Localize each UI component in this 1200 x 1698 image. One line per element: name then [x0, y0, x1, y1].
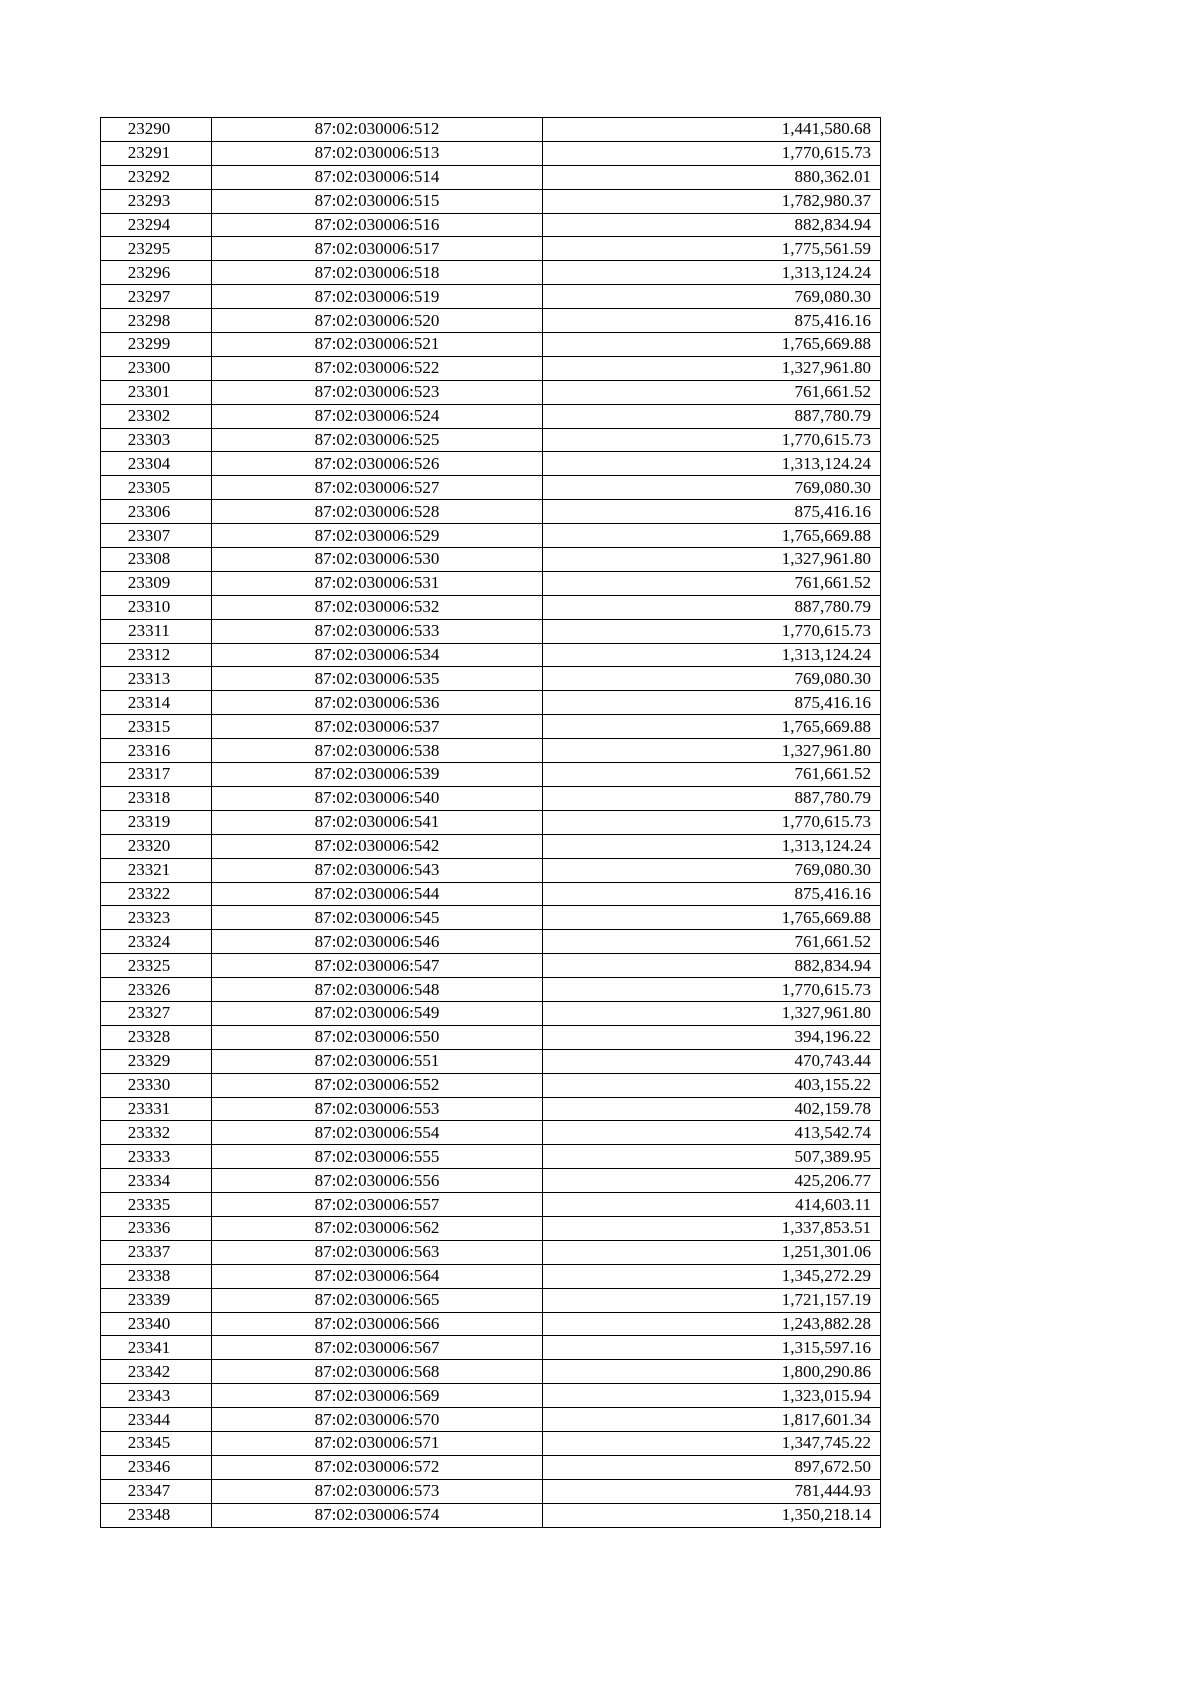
- table-body: [101, 118, 881, 1528]
- table-row: [101, 452, 881, 476]
- row-number-cell: 23293: [101, 189, 212, 213]
- value-cell: 1,313,124.24: [543, 261, 881, 285]
- cadastral-number-cell: 87:02:030006:537: [212, 715, 543, 739]
- cadastral-number-cell: 87:02:030006:542: [212, 834, 543, 858]
- table-row: [101, 571, 881, 595]
- row-number-cell: 23297: [101, 285, 212, 309]
- row-number-cell: 23296: [101, 261, 212, 285]
- table-row: [101, 213, 881, 237]
- cadastral-number-cell: 87:02:030006:524: [212, 404, 543, 428]
- row-number-cell: 23345: [101, 1431, 212, 1455]
- table-row: [101, 1193, 881, 1217]
- row-number-cell: 23340: [101, 1312, 212, 1336]
- row-number-cell: 23334: [101, 1169, 212, 1193]
- table-row: [101, 309, 881, 333]
- value-cell: 1,765,669.88: [543, 715, 881, 739]
- cadastral-number-cell: 87:02:030006:574: [212, 1503, 543, 1527]
- value-cell: 1,782,980.37: [543, 189, 881, 213]
- table-row: [101, 1121, 881, 1145]
- row-number-cell: 23305: [101, 476, 212, 500]
- table-row: [101, 1479, 881, 1503]
- row-number-cell: 23310: [101, 595, 212, 619]
- table-row: [101, 237, 881, 261]
- cadastral-number-cell: 87:02:030006:568: [212, 1360, 543, 1384]
- table-row: [101, 619, 881, 643]
- value-cell: 769,080.30: [543, 285, 881, 309]
- value-cell: 761,661.52: [543, 571, 881, 595]
- row-number-cell: 23323: [101, 906, 212, 930]
- cadastral-number-cell: 87:02:030006:569: [212, 1384, 543, 1408]
- value-cell: 1,765,669.88: [543, 333, 881, 357]
- value-cell: 402,159.78: [543, 1097, 881, 1121]
- cadastral-number-cell: 87:02:030006:531: [212, 571, 543, 595]
- cadastral-number-cell: 87:02:030006:544: [212, 882, 543, 906]
- value-cell: 394,196.22: [543, 1025, 881, 1049]
- row-number-cell: 23312: [101, 643, 212, 667]
- value-cell: 1,770,615.73: [543, 428, 881, 452]
- table-row: [101, 1288, 881, 1312]
- cadastral-number-cell: 87:02:030006:546: [212, 930, 543, 954]
- cadastral-number-cell: 87:02:030006:573: [212, 1479, 543, 1503]
- cadastral-number-cell: 87:02:030006:532: [212, 595, 543, 619]
- value-cell: 882,834.94: [543, 954, 881, 978]
- row-number-cell: 23338: [101, 1264, 212, 1288]
- table-row: [101, 715, 881, 739]
- row-number-cell: 23303: [101, 428, 212, 452]
- value-cell: 1,327,961.80: [543, 548, 881, 572]
- table-row: [101, 978, 881, 1002]
- value-cell: 1,323,015.94: [543, 1384, 881, 1408]
- value-cell: 1,345,272.29: [543, 1264, 881, 1288]
- value-cell: 769,080.30: [543, 858, 881, 882]
- value-cell: 875,416.16: [543, 882, 881, 906]
- value-cell: 769,080.30: [543, 667, 881, 691]
- cadastral-number-cell: 87:02:030006:518: [212, 261, 543, 285]
- table-row: [101, 1503, 881, 1527]
- row-number-cell: 23330: [101, 1073, 212, 1097]
- cadastral-number-cell: 87:02:030006:523: [212, 380, 543, 404]
- cadastral-number-cell: 87:02:030006:535: [212, 667, 543, 691]
- row-number-cell: 23317: [101, 763, 212, 787]
- row-number-cell: 23298: [101, 309, 212, 333]
- cadastral-number-cell: 87:02:030006:520: [212, 309, 543, 333]
- row-number-cell: 23308: [101, 548, 212, 572]
- cadastral-number-cell: 87:02:030006:517: [212, 237, 543, 261]
- table-row: [101, 356, 881, 380]
- row-number-cell: 23304: [101, 452, 212, 476]
- row-number-cell: 23299: [101, 333, 212, 357]
- table-row: [101, 500, 881, 524]
- row-number-cell: 23335: [101, 1193, 212, 1217]
- table-row: [101, 595, 881, 619]
- table-row: [101, 810, 881, 834]
- cadastral-number-cell: 87:02:030006:556: [212, 1169, 543, 1193]
- value-cell: 1,243,882.28: [543, 1312, 881, 1336]
- value-cell: 781,444.93: [543, 1479, 881, 1503]
- row-number-cell: 23311: [101, 619, 212, 643]
- cadastral-number-cell: 87:02:030006:525: [212, 428, 543, 452]
- value-cell: 880,362.01: [543, 165, 881, 189]
- cadastral-number-cell: 87:02:030006:566: [212, 1312, 543, 1336]
- row-number-cell: 23346: [101, 1455, 212, 1479]
- row-number-cell: 23300: [101, 356, 212, 380]
- table-row: [101, 906, 881, 930]
- cadastral-number-cell: 87:02:030006:549: [212, 1001, 543, 1025]
- cadastral-number-cell: 87:02:030006:571: [212, 1431, 543, 1455]
- table-row: [101, 930, 881, 954]
- table-row: [101, 1384, 881, 1408]
- cadastral-number-cell: 87:02:030006:534: [212, 643, 543, 667]
- row-number-cell: 23344: [101, 1408, 212, 1432]
- table-row: [101, 858, 881, 882]
- row-number-cell: 23315: [101, 715, 212, 739]
- row-number-cell: 23321: [101, 858, 212, 882]
- cadastral-number-cell: 87:02:030006:550: [212, 1025, 543, 1049]
- table-row: [101, 763, 881, 787]
- table-row: [101, 261, 881, 285]
- row-number-cell: 23318: [101, 786, 212, 810]
- value-cell: 887,780.79: [543, 404, 881, 428]
- row-number-cell: 23339: [101, 1288, 212, 1312]
- value-cell: 1,765,669.88: [543, 906, 881, 930]
- value-cell: 1,327,961.80: [543, 356, 881, 380]
- table-row: [101, 1240, 881, 1264]
- value-cell: 1,775,561.59: [543, 237, 881, 261]
- cadastral-number-cell: 87:02:030006:536: [212, 691, 543, 715]
- value-cell: 425,206.77: [543, 1169, 881, 1193]
- cadastral-number-cell: 87:02:030006:519: [212, 285, 543, 309]
- table-row: [101, 691, 881, 715]
- row-number-cell: 23336: [101, 1216, 212, 1240]
- row-number-cell: 23290: [101, 118, 212, 142]
- data-table: [100, 117, 881, 1528]
- cadastral-number-cell: 87:02:030006:539: [212, 763, 543, 787]
- row-number-cell: 23328: [101, 1025, 212, 1049]
- value-cell: 1,313,124.24: [543, 834, 881, 858]
- row-number-cell: 23324: [101, 930, 212, 954]
- table-row: [101, 1408, 881, 1432]
- row-number-cell: 23337: [101, 1240, 212, 1264]
- value-cell: 1,770,615.73: [543, 978, 881, 1002]
- row-number-cell: 23341: [101, 1336, 212, 1360]
- cadastral-number-cell: 87:02:030006:545: [212, 906, 543, 930]
- cadastral-number-cell: 87:02:030006:553: [212, 1097, 543, 1121]
- row-number-cell: 23306: [101, 500, 212, 524]
- cadastral-number-cell: 87:02:030006:567: [212, 1336, 543, 1360]
- table-row: [101, 333, 881, 357]
- row-number-cell: 23325: [101, 954, 212, 978]
- value-cell: 761,661.52: [543, 380, 881, 404]
- cadastral-number-cell: 87:02:030006:570: [212, 1408, 543, 1432]
- table-row: [101, 1431, 881, 1455]
- table-row: [101, 1145, 881, 1169]
- cadastral-number-cell: 87:02:030006:530: [212, 548, 543, 572]
- cadastral-number-cell: 87:02:030006:552: [212, 1073, 543, 1097]
- row-number-cell: 23301: [101, 380, 212, 404]
- row-number-cell: 23326: [101, 978, 212, 1002]
- cadastral-number-cell: 87:02:030006:513: [212, 141, 543, 165]
- value-cell: 1,800,290.86: [543, 1360, 881, 1384]
- value-cell: 413,542.74: [543, 1121, 881, 1145]
- cadastral-number-cell: 87:02:030006:527: [212, 476, 543, 500]
- row-number-cell: 23294: [101, 213, 212, 237]
- table-row: [101, 1001, 881, 1025]
- row-number-cell: 23309: [101, 571, 212, 595]
- row-number-cell: 23348: [101, 1503, 212, 1527]
- value-cell: 470,743.44: [543, 1049, 881, 1073]
- table-row: [101, 882, 881, 906]
- cadastral-number-cell: 87:02:030006:515: [212, 189, 543, 213]
- cadastral-number-cell: 87:02:030006:551: [212, 1049, 543, 1073]
- table-row: [101, 739, 881, 763]
- cadastral-number-cell: 87:02:030006:547: [212, 954, 543, 978]
- value-cell: 1,337,853.51: [543, 1216, 881, 1240]
- table-row: [101, 428, 881, 452]
- cadastral-number-cell: 87:02:030006:516: [212, 213, 543, 237]
- value-cell: 403,155.22: [543, 1073, 881, 1097]
- cadastral-number-cell: 87:02:030006:538: [212, 739, 543, 763]
- cadastral-number-cell: 87:02:030006:514: [212, 165, 543, 189]
- value-cell: 882,834.94: [543, 213, 881, 237]
- table-row: [101, 476, 881, 500]
- table-row: [101, 1455, 881, 1479]
- row-number-cell: 23320: [101, 834, 212, 858]
- value-cell: 875,416.16: [543, 500, 881, 524]
- table-row: [101, 141, 881, 165]
- value-cell: 897,672.50: [543, 1455, 881, 1479]
- cadastral-number-cell: 87:02:030006:541: [212, 810, 543, 834]
- row-number-cell: 23302: [101, 404, 212, 428]
- value-cell: 875,416.16: [543, 691, 881, 715]
- value-cell: 1,313,124.24: [543, 452, 881, 476]
- value-cell: 507,389.95: [543, 1145, 881, 1169]
- table-row: [101, 1264, 881, 1288]
- table-row: [101, 404, 881, 428]
- value-cell: 1,251,301.06: [543, 1240, 881, 1264]
- value-cell: 887,780.79: [543, 786, 881, 810]
- table-row: [101, 954, 881, 978]
- table-row: [101, 1360, 881, 1384]
- cadastral-number-cell: 87:02:030006:557: [212, 1193, 543, 1217]
- value-cell: 769,080.30: [543, 476, 881, 500]
- cadastral-number-cell: 87:02:030006:562: [212, 1216, 543, 1240]
- value-cell: 1,313,124.24: [543, 643, 881, 667]
- cadastral-number-cell: 87:02:030006:543: [212, 858, 543, 882]
- row-number-cell: 23333: [101, 1145, 212, 1169]
- row-number-cell: 23314: [101, 691, 212, 715]
- value-cell: 887,780.79: [543, 595, 881, 619]
- row-number-cell: 23322: [101, 882, 212, 906]
- row-number-cell: 23342: [101, 1360, 212, 1384]
- cadastral-number-cell: 87:02:030006:565: [212, 1288, 543, 1312]
- table-row: [101, 1025, 881, 1049]
- row-number-cell: 23343: [101, 1384, 212, 1408]
- row-number-cell: 23313: [101, 667, 212, 691]
- cadastral-number-cell: 87:02:030006:528: [212, 500, 543, 524]
- cadastral-number-cell: 87:02:030006:564: [212, 1264, 543, 1288]
- cadastral-number-cell: 87:02:030006:512: [212, 118, 543, 142]
- row-number-cell: 23327: [101, 1001, 212, 1025]
- cadastral-number-cell: 87:02:030006:540: [212, 786, 543, 810]
- cadastral-number-cell: 87:02:030006:526: [212, 452, 543, 476]
- cadastral-number-cell: 87:02:030006:529: [212, 524, 543, 548]
- cadastral-number-cell: 87:02:030006:548: [212, 978, 543, 1002]
- cadastral-number-cell: 87:02:030006:554: [212, 1121, 543, 1145]
- cadastral-number-cell: 87:02:030006:521: [212, 333, 543, 357]
- value-cell: 761,661.52: [543, 930, 881, 954]
- value-cell: 414,603.11: [543, 1193, 881, 1217]
- value-cell: 1,770,615.73: [543, 810, 881, 834]
- table-row: [101, 165, 881, 189]
- table-row: [101, 1336, 881, 1360]
- table-row: [101, 548, 881, 572]
- cadastral-number-cell: 87:02:030006:572: [212, 1455, 543, 1479]
- value-cell: 1,327,961.80: [543, 739, 881, 763]
- value-cell: 761,661.52: [543, 763, 881, 787]
- table-row: [101, 667, 881, 691]
- cadastral-number-cell: 87:02:030006:563: [212, 1240, 543, 1264]
- row-number-cell: 23295: [101, 237, 212, 261]
- value-cell: 1,817,601.34: [543, 1408, 881, 1432]
- table-row: [101, 1049, 881, 1073]
- table-row: [101, 1073, 881, 1097]
- value-cell: 1,350,218.14: [543, 1503, 881, 1527]
- value-cell: 1,770,615.73: [543, 619, 881, 643]
- row-number-cell: 23329: [101, 1049, 212, 1073]
- value-cell: 1,441,580.68: [543, 118, 881, 142]
- row-number-cell: 23331: [101, 1097, 212, 1121]
- row-number-cell: 23347: [101, 1479, 212, 1503]
- table-row: [101, 1097, 881, 1121]
- value-cell: 1,721,157.19: [543, 1288, 881, 1312]
- row-number-cell: 23332: [101, 1121, 212, 1145]
- row-number-cell: 23291: [101, 141, 212, 165]
- table-row: [101, 834, 881, 858]
- table-row: [101, 1216, 881, 1240]
- row-number-cell: 23292: [101, 165, 212, 189]
- table-row: [101, 1312, 881, 1336]
- cadastral-number-cell: 87:02:030006:533: [212, 619, 543, 643]
- value-cell: 1,770,615.73: [543, 141, 881, 165]
- row-number-cell: 23319: [101, 810, 212, 834]
- table-row: [101, 285, 881, 309]
- table-row: [101, 380, 881, 404]
- value-cell: 875,416.16: [543, 309, 881, 333]
- row-number-cell: 23316: [101, 739, 212, 763]
- table-row: [101, 786, 881, 810]
- table-row: [101, 524, 881, 548]
- value-cell: 1,327,961.80: [543, 1001, 881, 1025]
- table-row: [101, 118, 881, 142]
- table-row: [101, 643, 881, 667]
- cadastral-number-cell: 87:02:030006:522: [212, 356, 543, 380]
- cadastral-number-cell: 87:02:030006:555: [212, 1145, 543, 1169]
- table-row: [101, 1169, 881, 1193]
- row-number-cell: 23307: [101, 524, 212, 548]
- table-row: [101, 189, 881, 213]
- value-cell: 1,315,597.16: [543, 1336, 881, 1360]
- value-cell: 1,765,669.88: [543, 524, 881, 548]
- value-cell: 1,347,745.22: [543, 1431, 881, 1455]
